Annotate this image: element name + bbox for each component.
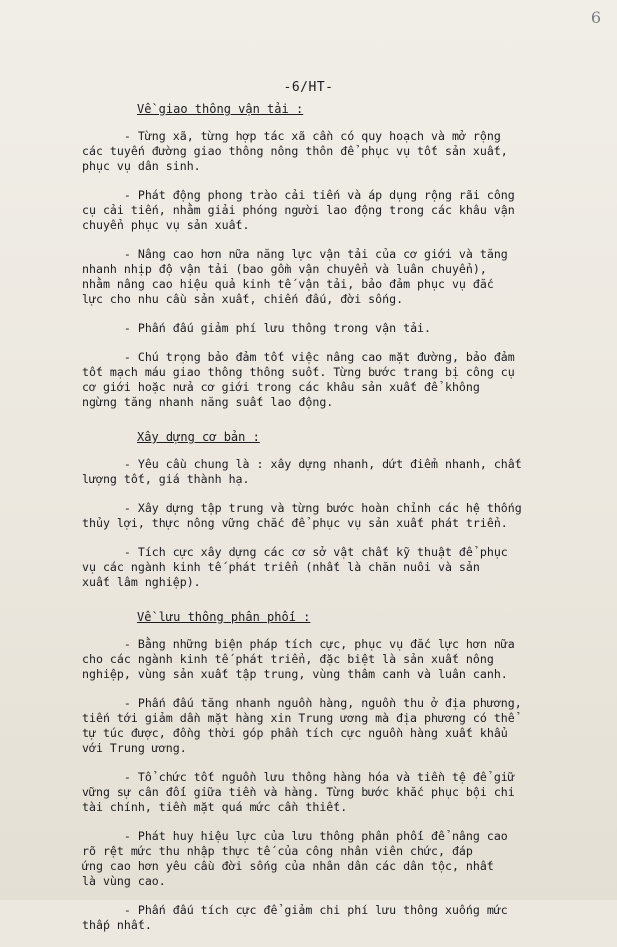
section-transport bbox=[82, 102, 582, 410]
paragraph: - Yêu cầu chung là : xây dựng nhanh, dứt điểm nhanh, chất lượng tốt, giá thành hạ. bbox=[82, 457, 522, 486]
section-heading: Về giao thông vận tải : bbox=[137, 102, 304, 116]
paragraph: - Từng xã, từng hợp tác xã cần có quy hoạch và mở rộng các tuyến đường giao thông nông thôn để phục vụ tốt sản xuất, phục vụ dân sinh. bbox=[82, 129, 508, 173]
section-heading: Xây dựng cơ bản : bbox=[137, 430, 260, 444]
paragraph: - Phấn đấu giảm phí lưu thông trong vận tải. bbox=[82, 321, 432, 335]
paragraph: - Nâng cao hơn nữa năng lực vận tải của cơ giới và tăng nhanh nhịp độ vận tải (bao gồm vận chuyển và luân chuyển), nhằm nâng cao hiệu quả kinh tế vận tải, bảo đảm phục vụ đắc lực cho nhu cầu sản xuất, chiến đấu, đời sống. bbox=[82, 247, 508, 306]
paragraph: - Phấn đấu tăng nhanh nguồn hàng, nguồn thu ở địa phương, tiến tới giảm dần mặt hàng xin Trung ương mà địa phương có thể tự túc được, đồng thời góp phần tích cực nguồn hàng xuất khẩu với Trung ương. bbox=[82, 696, 522, 755]
section-heading: Về lưu thông phân phối : bbox=[137, 610, 311, 624]
page-header: -6/HT- bbox=[283, 80, 334, 95]
paragraph: - Bằng những biện pháp tích cực, phục vụ đắc lực hơn nữa cho các ngành kinh tế phát triển, đặc biệt là sản xuất nông nghiệp, vùng sản xuất tập trung, vùng thâm canh và luân canh. bbox=[82, 637, 515, 681]
paragraph: - Chú trọng bảo đảm tốt việc nâng cao mặt đường, bảo đảm tốt mạch máu giao thông thông suốt. Từng bước trang bị công cụ cơ giới hoặc nửa cơ giới trong các khâu sản xuất để không ngừng tăng nhanh năng suất lao động. bbox=[82, 350, 515, 409]
section-construction bbox=[82, 430, 582, 590]
paragraph: - Phát động phong trào cải tiến và áp dụng rộng rãi công cụ cải tiến, nhằm giải phóng người lao động trong các khâu vận chuyển phục vụ sản xuất. bbox=[82, 188, 515, 232]
paragraph: - Tích cực xây dựng các cơ sở vật chất kỹ thuật để phục vụ các ngành kinh tế phát triển (nhất là chăn nuôi và sản xuất lâm nghiệp). bbox=[82, 545, 508, 589]
document-body bbox=[82, 102, 582, 947]
paragraph: - Xây dựng tập trung và từng bước hoàn chỉnh các hệ thống thủy lợi, thực nông vững chắc để phục vụ sản xuất phát triển. bbox=[82, 501, 522, 530]
paragraph: - Phấn đấu tích cực để giảm chi phí lưu thông xuống mức thấp nhất. bbox=[82, 903, 508, 932]
page-number-mark: 6 bbox=[590, 8, 601, 27]
section-distribution bbox=[82, 610, 582, 933]
paragraph: - Tổ chức tốt nguồn lưu thông hàng hóa và tiền tệ để giữ vững sự cân đối giữa tiền và hàng. Từng bước khắc phục bội chi tài chính, tiền mặt quá mức cần thiết. bbox=[82, 770, 515, 814]
paragraph: - Phát huy hiệu lực của lưu thông phân phối để nâng cao rõ rệt mức thu nhập thực tế của công nhân viên chức, đáp ứng cao hơn yêu cầu đời sống của nhân dân các dân tộc, nhất là vùng cao. bbox=[82, 829, 508, 888]
